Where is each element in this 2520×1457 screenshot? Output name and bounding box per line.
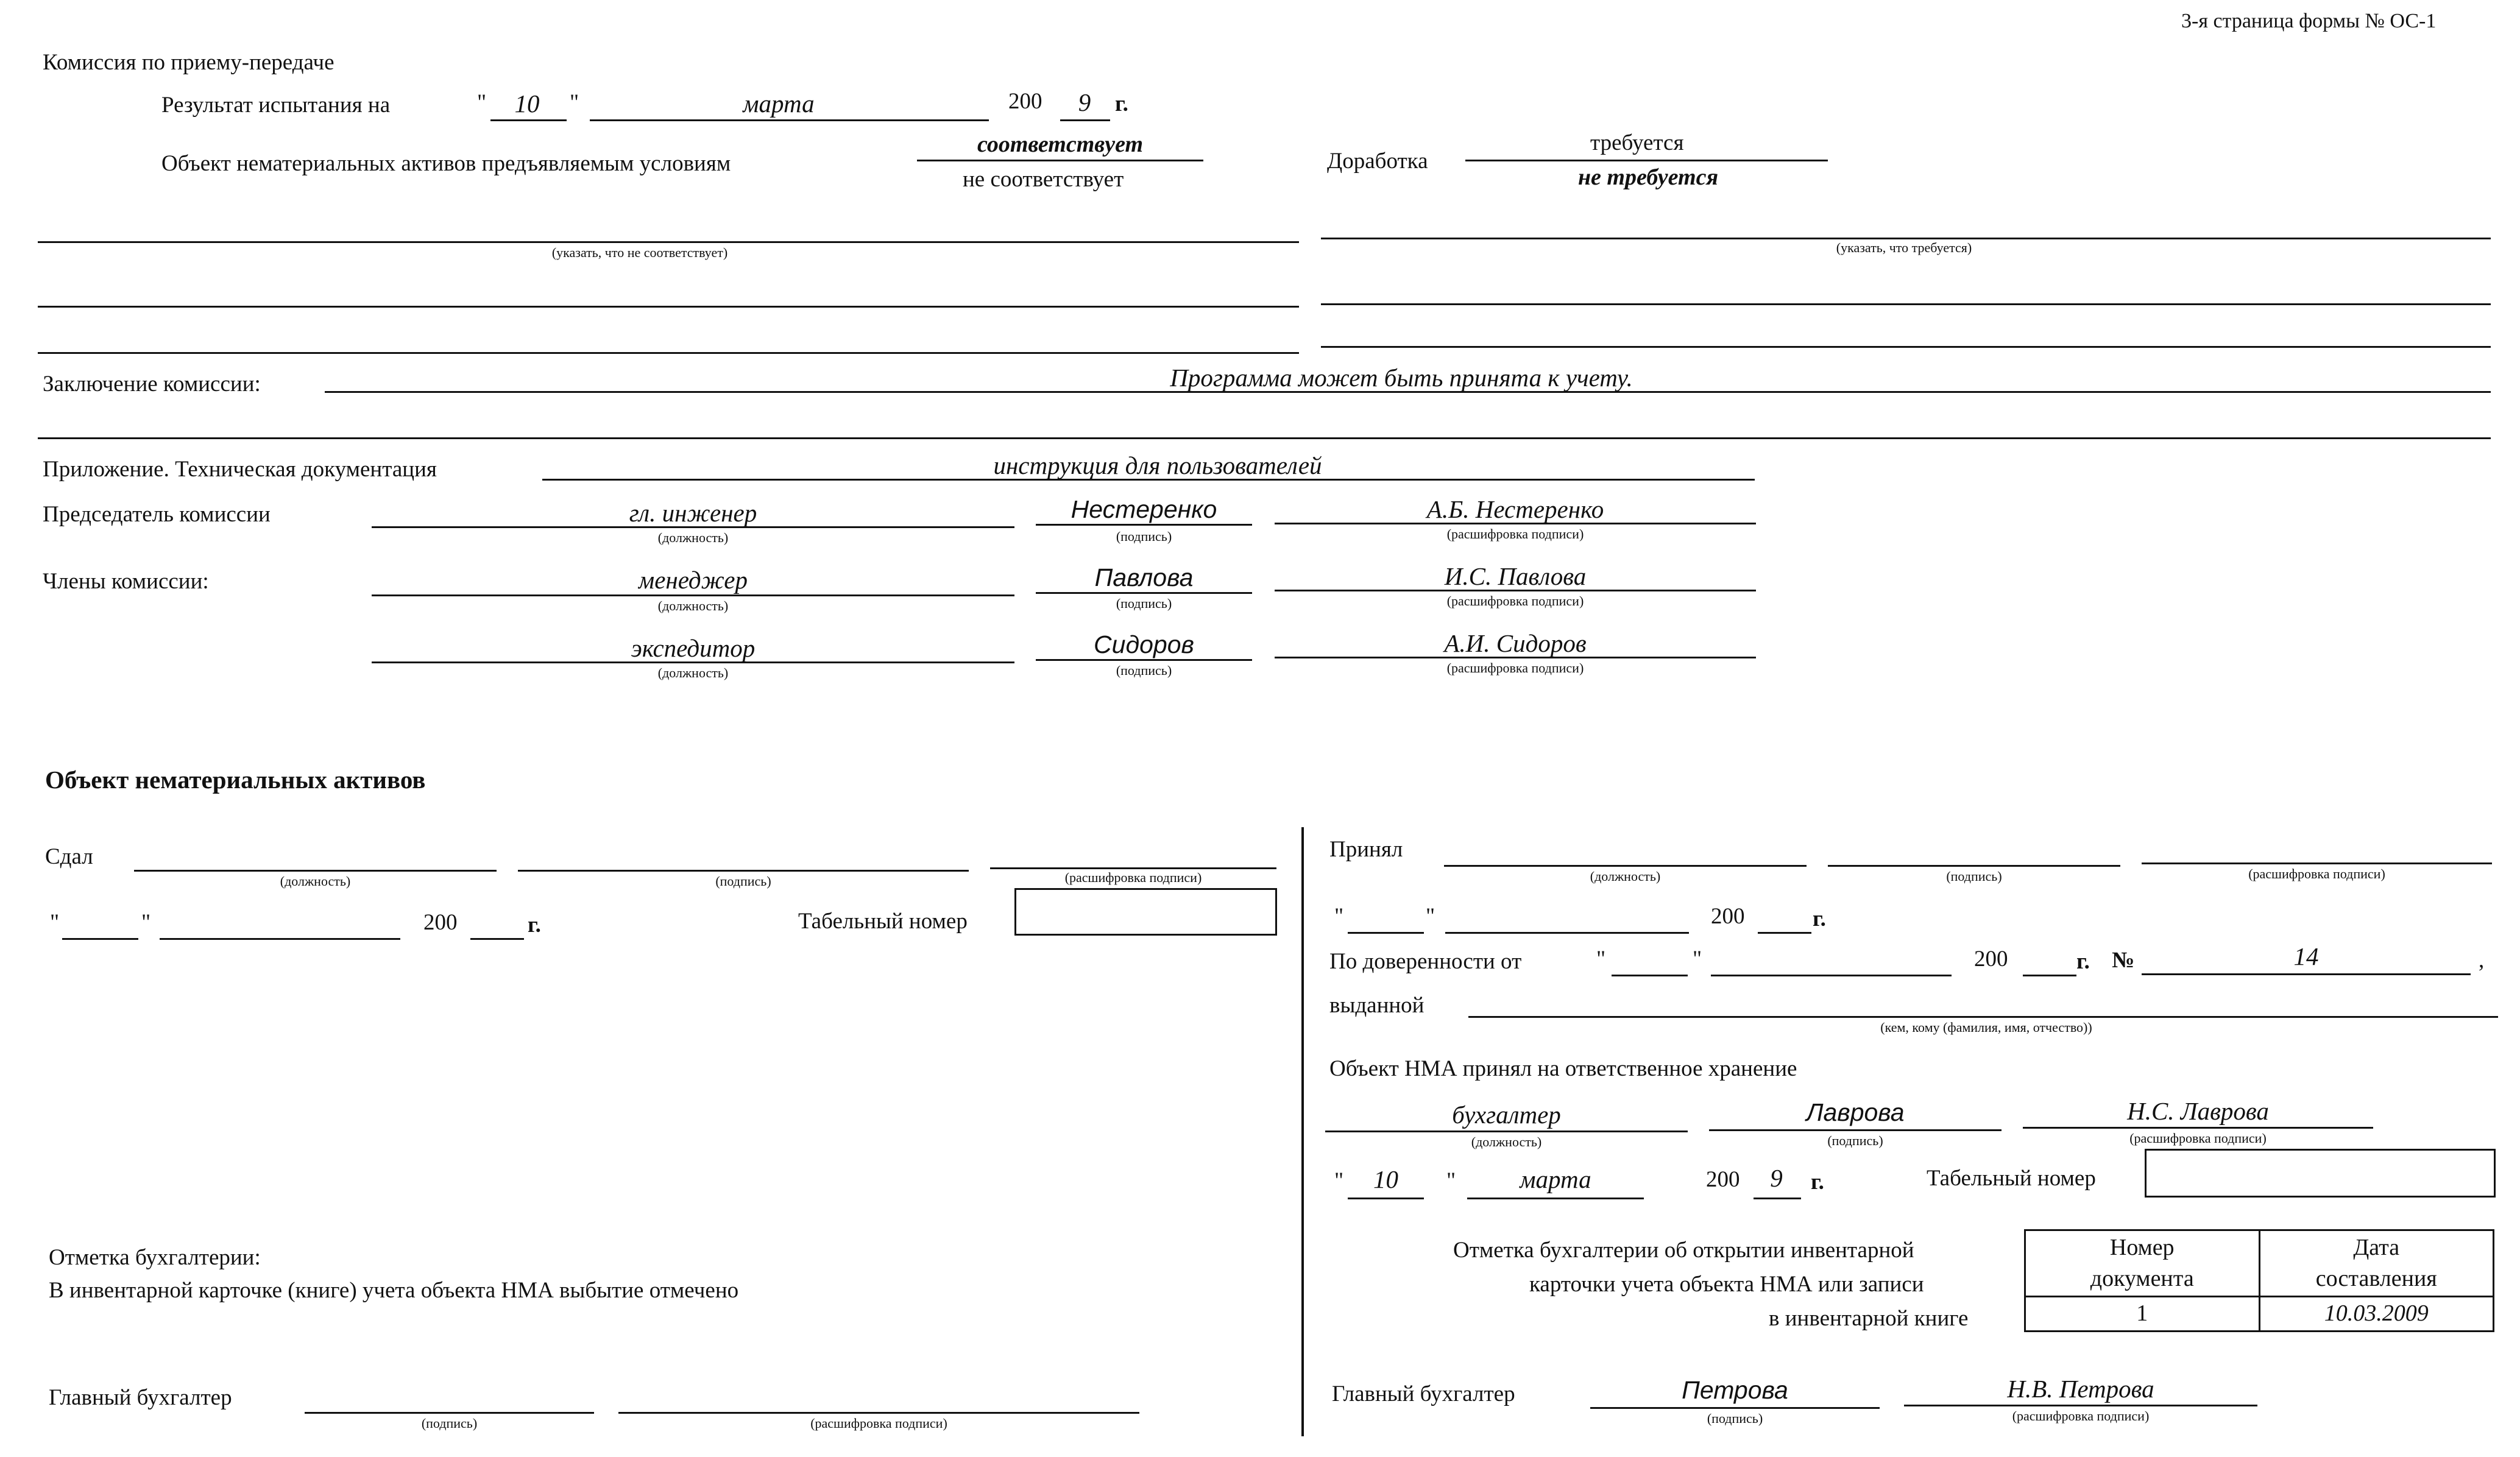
- custody-tab-number-field[interactable]: [2145, 1149, 2496, 1198]
- received-position-line: [1444, 865, 1807, 867]
- test-day-line: [490, 119, 567, 121]
- test-month-line: [590, 119, 989, 121]
- poa-year-line: [2023, 975, 2076, 976]
- custody-month-line: [1467, 1198, 1644, 1199]
- received-quote-close: ": [1426, 904, 1435, 929]
- poa-quote-open: ": [1596, 947, 1606, 972]
- received-month-line: [1445, 932, 1689, 934]
- test-year-abbr: г.: [1115, 91, 1128, 116]
- chairman-position-caption: (должность): [657, 530, 729, 545]
- required-line-2: [1321, 303, 2491, 305]
- chairman-label: Председатель комиссии: [43, 502, 271, 527]
- issued-line: [1468, 1016, 2498, 1018]
- received-quote-open: ": [1334, 904, 1344, 929]
- member-1-name-caption: (расшифровка подписи): [1446, 593, 1584, 609]
- left-chief-accountant-label: Главный бухгалтер: [49, 1385, 232, 1410]
- delivered-month-line: [160, 938, 400, 940]
- custody-day-line: [1348, 1198, 1424, 1199]
- accounting-mark-text: В инвентарной карточке (книге) учета объекта НМА выбытие отмечено: [49, 1278, 739, 1303]
- member-1-position-line: [372, 594, 1014, 596]
- left-chief-name-line: [618, 1412, 1139, 1414]
- rework-not-required-option: не требуется: [1577, 164, 1719, 190]
- nonconformity-line-1: [38, 241, 1299, 243]
- poa-month-line: [1711, 975, 1952, 976]
- left-chief-name-caption: (расшифровка подписи): [810, 1416, 947, 1431]
- custody-position: бухгалтер: [1452, 1101, 1561, 1129]
- required-line-3: [1321, 346, 2491, 348]
- nonconformity-line-3: [38, 352, 1299, 354]
- poa-year-prefix: 200: [1974, 947, 2008, 972]
- custody-year-suffix: 9: [1770, 1164, 1783, 1192]
- delivered-signature-caption: (подпись): [715, 873, 771, 889]
- delivered-year-line: [470, 938, 524, 940]
- doc-date-header-line-2: составления: [2315, 1266, 2437, 1291]
- poa-day-line: [1612, 975, 1688, 976]
- delivered-signature-line: [518, 870, 969, 872]
- power-of-attorney-label: По доверенности от: [1329, 949, 1522, 974]
- rework-required-option: требуется: [1590, 130, 1684, 155]
- appendix-label: Приложение. Техническая документация: [43, 457, 437, 482]
- form-reference: 3-я страница формы № ОС-1: [2181, 10, 2437, 32]
- custody-signature: Лаврова: [1806, 1098, 1905, 1126]
- custody-signature-caption: (подпись): [1827, 1133, 1883, 1148]
- test-year-suffix: 9: [1078, 88, 1091, 116]
- poa-number-line: [2142, 973, 2471, 975]
- test-day: 10: [514, 90, 540, 118]
- doc-number-header-line-1: Номер: [2109, 1234, 2175, 1260]
- custody-signature-line: [1709, 1129, 2001, 1131]
- chairman-name-caption: (расшифровка подписи): [1446, 526, 1584, 542]
- poa-comma: ,: [2479, 948, 2485, 973]
- member-2-name: А.И. Сидоров: [1444, 629, 1587, 657]
- issued-caption: (кем, кому (фамилия, имя, отчество)): [1880, 1020, 2092, 1035]
- custody-tab-number-label: Табельный номер: [1927, 1166, 2096, 1191]
- conclusion-value: Программа может быть принята к учету.: [1170, 364, 1633, 392]
- center-divider: [1301, 827, 1304, 1436]
- chairman-position: гл. инженер: [629, 499, 757, 527]
- conclusion-line-2: [38, 437, 2491, 439]
- rework-line: [1465, 160, 1828, 161]
- doc-date-cell[interactable]: 10.03.2009: [2259, 1297, 2494, 1332]
- received-signature-line: [1828, 865, 2120, 867]
- member-1-signature-caption: (подпись): [1116, 596, 1172, 611]
- member-1-position-caption: (должность): [657, 598, 729, 613]
- received-signature-caption: (подпись): [1946, 869, 2002, 884]
- right-chief-signature-line: [1590, 1407, 1880, 1409]
- custody-day: 10: [1373, 1165, 1398, 1193]
- test-result-label: Результат испытания на: [161, 93, 391, 118]
- accounting-mark-title: Отметка бухгалтерии:: [49, 1245, 261, 1270]
- member-2-name-caption: (расшифровка подписи): [1446, 660, 1584, 676]
- right-chief-name-caption: (расшифровка подписи): [2012, 1408, 2150, 1423]
- not-conforms-option: не соответствует: [963, 167, 1124, 192]
- commission-title: Комиссия по приему-передаче: [43, 50, 334, 75]
- poa-quote-close: ": [1693, 947, 1702, 972]
- test-year-line: [1060, 119, 1110, 121]
- right-chief-accountant-label: Главный бухгалтер: [1332, 1381, 1515, 1406]
- chairman-name: А.Б. Нестеренко: [1426, 495, 1604, 523]
- member-2-position-line: [372, 661, 1014, 663]
- nonconformity-caption: (указать, что не соответствует): [551, 245, 728, 260]
- custody-name: Н.С. Лаврова: [2127, 1097, 2269, 1125]
- chairman-signature-line: [1036, 524, 1252, 526]
- received-day-line: [1348, 932, 1424, 934]
- delivered-name-line: [990, 867, 1276, 869]
- inventory-mark-line-3: в инвентарной книге: [1769, 1306, 1969, 1331]
- received-year-abbr: г.: [1813, 906, 1826, 931]
- delivered-name-caption: (расшифровка подписи): [1064, 870, 1202, 885]
- conclusion-line: [325, 391, 2491, 393]
- nonconformity-line-2: [38, 306, 1299, 308]
- members-label: Члены комиссии:: [43, 569, 209, 594]
- custody-name-line: [2023, 1127, 2373, 1129]
- received-label: Принял: [1329, 837, 1403, 862]
- delivered-position-caption: (должность): [280, 873, 351, 889]
- member-1-name-line: [1275, 590, 1756, 591]
- left-chief-signature-caption: (подпись): [421, 1416, 478, 1431]
- received-name-caption: (расшифровка подписи): [2248, 866, 2385, 881]
- right-chief-signature-caption: (подпись): [1707, 1411, 1763, 1426]
- left-chief-signature-line: [305, 1412, 594, 1414]
- doc-number-cell[interactable]: 1: [2025, 1297, 2260, 1332]
- custody-quote-open: ": [1334, 1168, 1344, 1193]
- received-name-line: [2142, 863, 2492, 864]
- required-line-1: [1321, 238, 2491, 239]
- custody-label: Объект НМА принял на ответственное хранение: [1329, 1056, 1797, 1081]
- conformity-label: Объект нематериальных активов предъявляемым условиям: [161, 151, 731, 176]
- asset-section-title: Объект нематериальных активов: [45, 766, 426, 794]
- custody-position-line: [1325, 1131, 1688, 1132]
- appendix-line: [542, 479, 1755, 481]
- conforms-option: соответствует: [977, 132, 1144, 157]
- received-position-caption: (должность): [1590, 869, 1661, 884]
- delivered-label: Сдал: [45, 844, 93, 869]
- member-1-signature-line: [1036, 592, 1252, 594]
- test-year-prefix: 200: [1008, 89, 1042, 114]
- doc-date-header-line-1: Дата: [2353, 1234, 2400, 1260]
- delivered-position-line: [134, 870, 497, 872]
- document-table: [2024, 1229, 2494, 1332]
- doc-number-header: [2025, 1230, 2260, 1297]
- chairman-signature: Нестеренко: [1071, 495, 1217, 523]
- custody-name-caption: (расшифровка подписи): [2129, 1131, 2267, 1146]
- delivered-quote-close: ": [141, 910, 151, 935]
- member-1-signature: Павлова: [1094, 563, 1194, 591]
- delivered-tab-number-label: Табельный номер: [798, 909, 968, 934]
- custody-year-abbr: г.: [1811, 1169, 1824, 1194]
- right-chief-name-line: [1904, 1405, 2257, 1406]
- issued-label: выданной: [1329, 993, 1425, 1018]
- member-2-signature: Сидоров: [1094, 630, 1194, 658]
- delivered-year-abbr: г.: [528, 912, 541, 937]
- conclusion-label: Заключение комиссии:: [43, 372, 261, 397]
- inventory-mark-line-2: карточки учета объекта НМА или записи: [1529, 1272, 1924, 1297]
- conforms-line: [917, 160, 1203, 161]
- quote-open: ": [477, 90, 487, 115]
- poa-year-abbr: г.: [2076, 949, 2090, 974]
- right-chief-signature: Петрова: [1682, 1376, 1788, 1404]
- custody-quote-close: ": [1446, 1168, 1456, 1193]
- custody-year-prefix: 200: [1706, 1167, 1740, 1192]
- doc-number-header-line-2: документа: [2090, 1266, 2194, 1291]
- received-year-line: [1758, 932, 1811, 934]
- custody-position-caption: (должность): [1471, 1134, 1542, 1149]
- test-month: марта: [743, 90, 815, 118]
- member-1-name: И.С. Павлова: [1444, 562, 1587, 590]
- member-2-position: экспедитор: [631, 634, 756, 662]
- poa-number-sign: №: [2112, 948, 2135, 973]
- received-year-prefix: 200: [1711, 904, 1745, 929]
- rework-label: Доработка: [1327, 149, 1428, 174]
- appendix-value: инструкция для пользователей: [993, 451, 1322, 479]
- doc-date-header: [2259, 1230, 2494, 1297]
- member-2-signature-line: [1036, 659, 1252, 661]
- delivered-day-line: [62, 938, 138, 940]
- member-2-position-caption: (должность): [657, 665, 729, 680]
- delivered-quote-open: ": [50, 910, 60, 935]
- poa-number: 14: [2293, 942, 2319, 970]
- chairman-position-line: [372, 526, 1014, 528]
- custody-year-line: [1754, 1198, 1801, 1199]
- chairman-name-line: [1275, 523, 1756, 524]
- member-2-signature-caption: (подпись): [1116, 663, 1172, 678]
- delivered-tab-number-field[interactable]: [1014, 888, 1277, 936]
- member-2-name-line: [1275, 657, 1756, 658]
- custody-month: марта: [1520, 1165, 1591, 1193]
- quote-close: ": [570, 90, 579, 115]
- required-caption: (указать, что требуется): [1836, 240, 1972, 255]
- inventory-mark-line-1: Отметка бухгалтерии об открытии инвентарной: [1453, 1238, 1914, 1263]
- chairman-signature-caption: (подпись): [1116, 529, 1172, 544]
- member-1-position: менеджер: [639, 566, 748, 594]
- right-chief-name: Н.В. Петрова: [2007, 1375, 2154, 1403]
- delivered-year-prefix: 200: [423, 910, 458, 935]
